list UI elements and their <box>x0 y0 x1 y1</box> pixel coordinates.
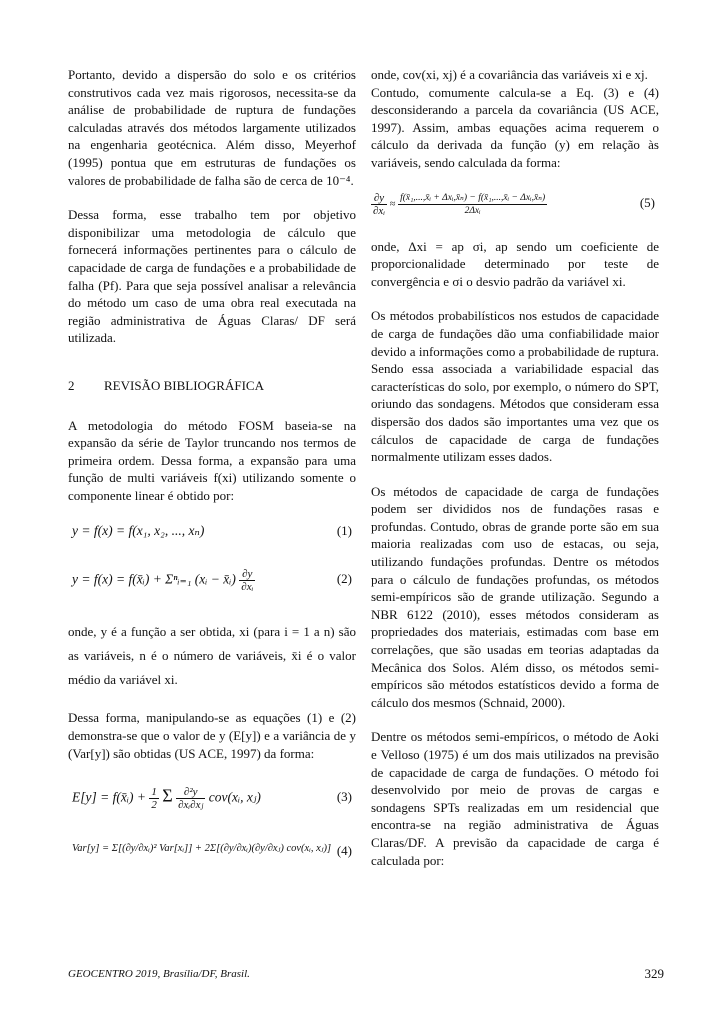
paragraph-fosm: A metodologia do método FOSM baseia-se na expansão da série de Taylor truncando nos termos de primeira ordem. Dessa forma, a expansão para uma função de multi variáveis f(xi) utilizando somente o componente linear é obtido por: <box>68 417 356 503</box>
paragraph-variables: onde, y é a função a ser obtida, xi (para i = 1 a n) são as variáveis, n é o número de variáveis, x̄i é o valor médio da variável xi. <box>68 624 356 688</box>
paragraph-capacity-methods: Os métodos de capacidade de carga de fundações podem ser divididos nos de fundações rasas e profundas. Contudo, obras de grande porte são em sua maioria realizadas com uso de estacas, ou seja, utilizando fundações profundas. Dentre os métodos para o cálculo de fundações profundas, os métodos semi-empíricos são de grande utilização. Segundo a NBR 6122 (2010), esses métodos consideram as propriedades dos materiais, estimadas com base em correlações, que são usadas em teorias adaptadas da Mecânica dos Solos. Além disso, os métodos semi-empíricos são métodos estatísticos devido a forma de cálculo dos mesmos (Schnaid, 2000). <box>371 483 659 710</box>
equation-5-number: (5) <box>639 194 655 210</box>
equation-3-number: (3) <box>336 789 352 805</box>
section-title: REVISÃO BIBLIOGRÁFICA <box>104 377 264 393</box>
equation-2-derivative: $\frac{\partial y}{\text{∂xᵢ}}$ <box>241 568 254 594</box>
paragraph-probabilistic: Os métodos probabilísticos nos estudos de capacidade de carga de fundações dão uma confiabilidade maior devido a informações como a probabilidade de ruptura. Sendo essa associada a variabilidade espacial das características do solo, por exemplo, o número do SPT, oriundo das sondagens. Métodos que consideram essa dispersão dos dados são importantes uma vez que os cálculos de capacidade de carga de fundações normalmente utilizam esses dados. <box>371 308 659 465</box>
left-column <box>68 66 356 880</box>
equation-4-number: (4) <box>336 843 352 859</box>
equation-1-expr: y = f(x) = f(x₁, x₂, ..., xₙ) <box>72 523 205 539</box>
equation-2 <box>68 558 356 602</box>
section-number: 2 <box>68 377 75 393</box>
equation-4-expr: Var[y] = Σ[(∂y/∂xᵢ)² Var[xᵢ]] + 2Σ[(∂y/∂xᵢ)(∂y/∂xⱼ) cov(xᵢ, xⱼ)] <box>72 843 332 855</box>
paragraph-covariance: onde, cov(xi, xj) é a covariância das variáveis xi e xj. <box>371 67 648 82</box>
page-number: 329 <box>644 966 664 981</box>
paragraph-aoki-velloso: Dentre os métodos semi-empíricos, o método de Aoki e Velloso (1975) é um dos mais utilizados na previsão de capacidade de carga de fundações. O método foi desenvolvido por meio de provas de cargas e sondagens SPTs realizadas em um residencial que encontra-se na região administrativa de Águas Claras/DF. A previsão da capacidade de carga é calculada por: <box>371 729 659 868</box>
equation-3: E[y] = f(x̄ᵢ) + $\frac{1}{2}$ Σ $\frac{\text{∂²y}}{\text{∂xᵢ∂xⱼ}}$ cov(xᵢ, xⱼ) (3) <box>72 785 352 812</box>
equation-4 <box>68 830 356 874</box>
equation-1 <box>68 518 356 546</box>
paragraph-delta: onde, Δxi = ap σi, ap sendo um coeficiente de proporcionalidade determinado por teste de convergência e σi o desvio padrão da variável xi. <box>371 238 659 289</box>
equation-1-number: (1) <box>336 523 352 539</box>
paragraph-derivative: Contudo, comumente calcula-se a Eq. (3) e (4) desconsiderando a parcela da covariância (US ACE, 1997). Assim, ambas equações acima requerem o cálculo da derivada da função (y) em relação às variáveis, sendo calculada da forma: <box>371 84 659 170</box>
equation-2-number: (2) <box>336 571 352 587</box>
right-column <box>371 66 659 869</box>
paragraph-intro: Portanto, devido a dispersão do solo e os critérios construtivos cada vez mais rigorosos, necessita-se da análise de probabilidade de ruptura de fundações calculadas através dos métodos largamente utilizados na engenharia geotécnica. Além disso, Meyerhof (1995) pontua que em estruturas de fundações os valores de probabilidade de falha são de cerca de 10⁻⁴. <box>68 67 356 188</box>
section-heading <box>68 377 356 395</box>
equation-3-expr: E[y] = f(x̄ᵢ) + <box>72 789 146 805</box>
equation-5: $\frac{\partial y}{\text{∂xᵢ}}$ ≈ $\frac{\text{f(x̄₁,...,x̄ᵢ + Δxᵢ,x̄ₙ) − f(x̄₁,...,x̄ᵢ − Δxᵢ,x̄ₙ)}}{\text{2Δxᵢ}}$ (5) <box>373 191 655 217</box>
footer-conference: GEOCENTRO 2019, Brasília/DF, Brasil. <box>68 968 250 980</box>
equation-2-expr: y = f(x) = f(x̄ᵢ) + Σⁿᵢ₌₁ (xᵢ − x̄ᵢ) <box>72 572 236 588</box>
paragraph-objective: Dessa forma, esse trabalho tem por objetivo disponibilizar uma metodologia de cálculo que fornecerá informações pertinentes para o cálculo de capacidade de carga de fundações e a probabilidade de falha (Pf). Para que seja possível analisar a relevância do método um caso de uma obra real executada na região administrativa de Águas Claras/ DF será utilizada. <box>68 207 356 346</box>
paragraph-manipulation: Dessa forma, manipulando-se as equações (1) e (2) demonstra-se que o valor de y (E[y]) e a variância de y (Var[y]) são obtidas (US ACE, 1997) da forma: <box>68 710 356 761</box>
